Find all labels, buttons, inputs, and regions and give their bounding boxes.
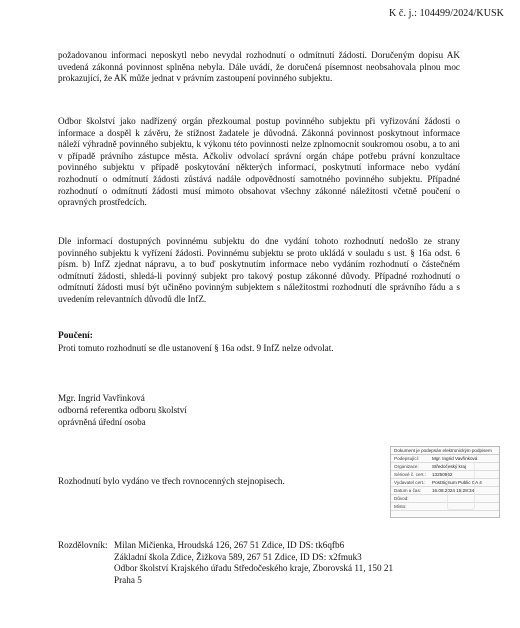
stamp-value: Středočeský kraj bbox=[432, 463, 466, 469]
stamp-value: 13250962 bbox=[432, 471, 453, 477]
stamp-row bbox=[391, 503, 499, 511]
stamp-label: Vydavatel cert.: bbox=[394, 479, 426, 485]
stamp-row bbox=[391, 479, 499, 487]
distribution-label: Rozdělovník: bbox=[58, 540, 108, 550]
stamp-row bbox=[391, 471, 499, 479]
paragraph-3: Dle informací dostupných povinnému subjektu do dne vydání tohoto rozhodnutí nedošlo ze strany povinného subjektu k vyřízení žádosti. Povinnému subjektu se proto ukládá v souladu s ust. § 16a odst. 6 písm. b) InfZ zjednat nápravu, a to buď poskytnutím informace nebo vydáním rozhodnutí o částečném odmítnutí žádosti, shledá-li povinný subjekt pro takový postup zákonné důvody. Případné rozhodnutí o odmítnutí žádosti musí být učiněno povinným subjektem s náležitostmi rozhodnutí dle správního řádu a s uvedením relevantních důvodů dle InfZ. bbox=[58, 236, 460, 304]
distribution-line: Milan Mičienka, Hroudská 126, 267 51 Zdice, ID DS: tk6qfb6 bbox=[114, 540, 345, 550]
seal-icon bbox=[447, 462, 475, 510]
stamp-row bbox=[391, 487, 499, 495]
stamp-title: Dokument je podepsán elektronickým podpisem bbox=[391, 447, 499, 455]
electronic-signature-stamp bbox=[390, 446, 500, 518]
stamp-value: 16.08.2024 15:28:34 bbox=[432, 487, 475, 493]
document-reference: K č. j.: 104499/2024/KUSK bbox=[389, 8, 504, 19]
distribution-line: Základní škola Zdice, Žižkova 589, 267 51 Zdice, ID DS: x2fmuk3 bbox=[114, 551, 362, 562]
stamp-label: Podepsující: bbox=[394, 455, 420, 461]
issued-note: Rozhodnutí bylo vydáno ve třech rovnocenných stejnopisech. bbox=[58, 476, 285, 486]
distribution-list bbox=[58, 540, 393, 586]
signer-role: odborná referentka odboru školství bbox=[58, 405, 187, 416]
stamp-label: Datum a čas: bbox=[394, 487, 422, 493]
stamp-label: Organizace: bbox=[394, 463, 419, 469]
paragraph-2: Odbor školství jako nadřízený orgán přezkoumal postup povinného subjektu při vyřizování žádosti o informace a dospěl k závěru, že stížnost žadatele je důvodná. Zákonná povinnost poskytnout informace náleží výhradně povinného subjektu, k výkonu této povinnosti nelze zplnomocnit soukromou osobu, a to ani v případě právního zástupce města. Ačkoliv odvolací správní orgán chápe potřebu právní konzultace povinného subjektu v případě poskytování některých informací, poskytnutí informace nebo vydání rozhodnutí o odmítnutí žádosti zůstává nadále odpovědností samotného povinného subjektu. Případné rozhodnutí o odmítnutí žádosti musí mimoto obsahovat všechny zákonné náležitosti včetně poučení o opravných prostředcích. bbox=[58, 116, 460, 208]
paragraph-1: požadovanou informaci neposkytl nebo nevydal rozhodnutí o odmítnutí žádosti. Doručeným dopisu AK uvedená zákonná povinnost splněna nebyla. Dále uvádí, že doručená písemnost neobsahovala plnou moc prokazující, že AK může jednat v právním zastoupení povinného subjektu. bbox=[58, 50, 460, 84]
distribution-line: Praha 5 bbox=[114, 574, 142, 585]
stamp-value: PostSignum Public CA 4 bbox=[432, 479, 482, 485]
instruction-heading: Poučení: bbox=[58, 331, 93, 341]
stamp-row bbox=[391, 495, 499, 503]
signer-authority: oprávněná úřední osoba bbox=[58, 417, 146, 428]
stamp-row bbox=[391, 463, 499, 471]
instruction-text: Proti tomuto rozhodnutí se dle ustanovení § 16a odst. 9 InfZ nelze odvolat. bbox=[58, 343, 334, 353]
stamp-label: Důvod: bbox=[394, 495, 409, 501]
signature-block bbox=[58, 392, 187, 429]
stamp-row bbox=[391, 455, 499, 463]
stamp-value: Mgr. Ingrid Vavřinková bbox=[432, 455, 478, 461]
stamp-label: Místo: bbox=[394, 503, 407, 509]
distribution-row bbox=[58, 540, 393, 552]
distribution-line: Odbor školství Krajského úřadu Středočeského kraje, Zborovská 11, 150 21 bbox=[114, 563, 394, 574]
signer-name: Mgr. Ingrid Vavřinková bbox=[58, 393, 145, 403]
stamp-label: Sériové č. cert.: bbox=[394, 471, 426, 477]
